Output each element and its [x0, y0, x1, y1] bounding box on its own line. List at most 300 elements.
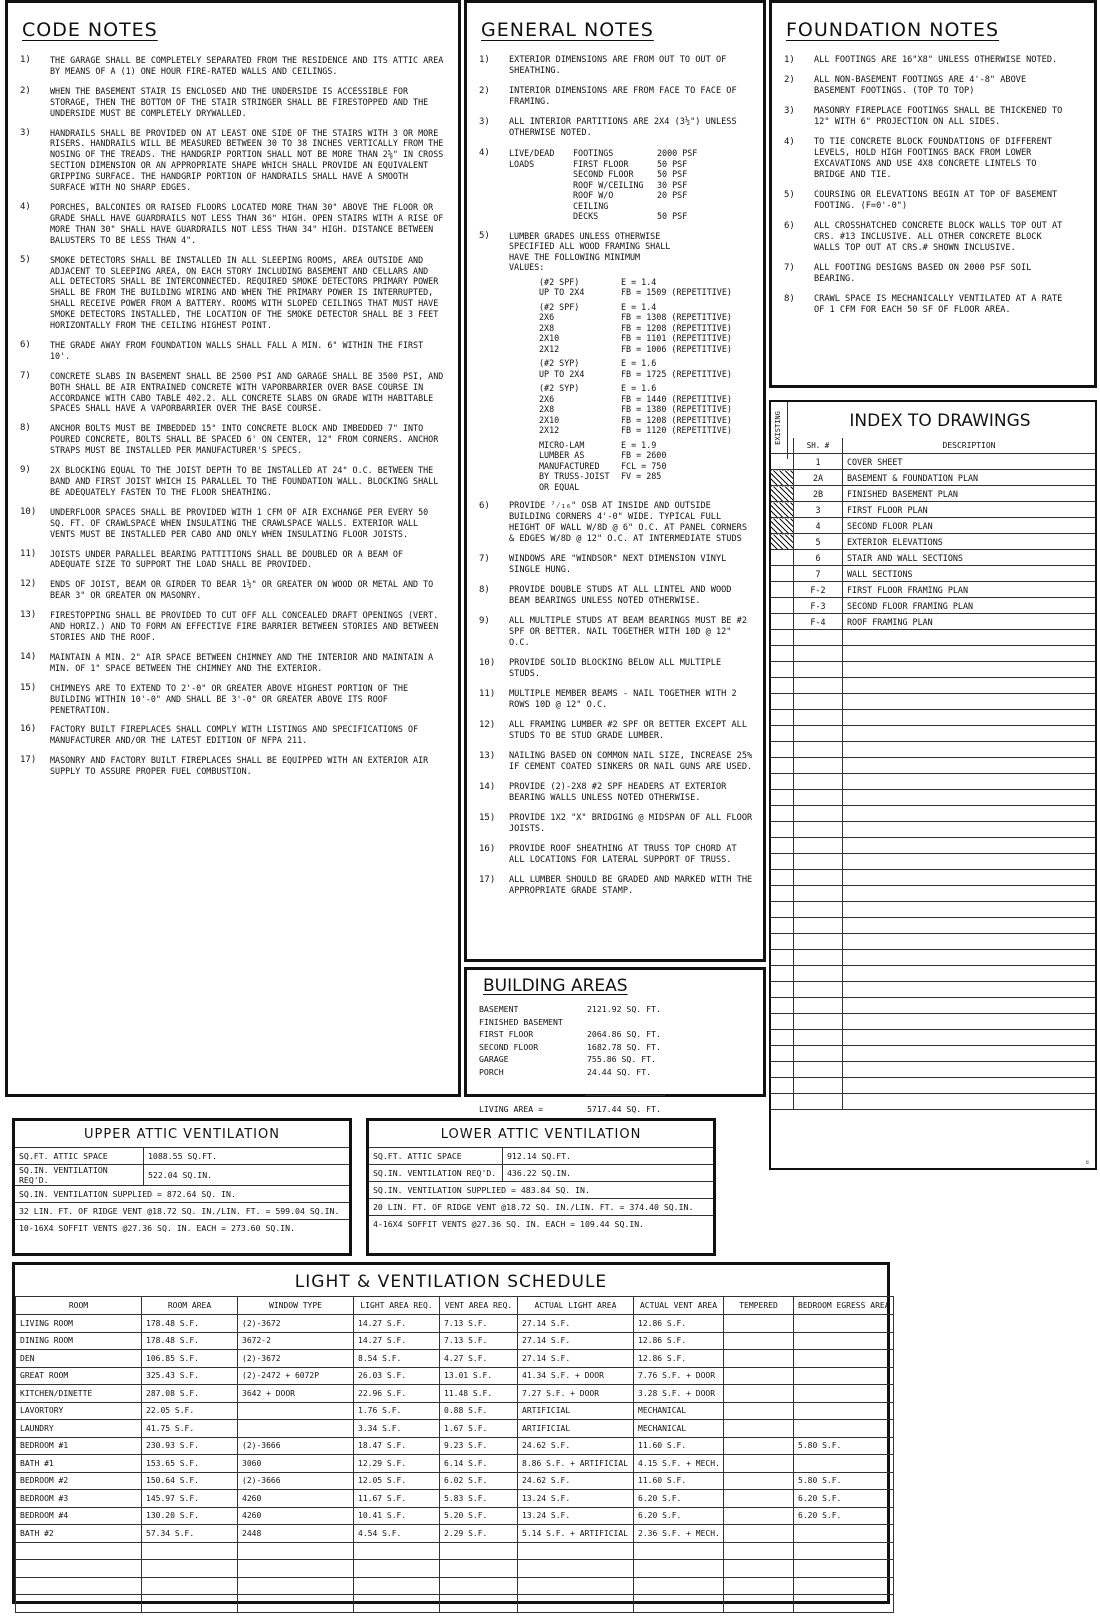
lumber-size: (#2 SPF)	[539, 301, 580, 312]
schedule-cell	[794, 1577, 894, 1595]
existing-cell	[771, 742, 794, 758]
lumber-value: FB = 1509 (REPETITIVE)	[621, 287, 732, 297]
existing-cell	[771, 1094, 794, 1110]
schedule-cell: 12.05 S.F.	[354, 1472, 440, 1490]
note-number: 13)	[479, 751, 496, 761]
schedule-cell	[794, 1367, 894, 1385]
table-row	[771, 790, 1095, 806]
table-row	[771, 950, 1095, 966]
schedule-cell	[634, 1595, 724, 1613]
general-note-loads	[479, 148, 753, 222]
load-row	[573, 211, 703, 222]
schedule-cell: 287.08 S.F.	[142, 1385, 238, 1403]
table-row	[771, 502, 1095, 518]
sheet-number: 1	[794, 454, 843, 470]
note-item	[784, 55, 1064, 66]
note-item	[784, 294, 1064, 316]
table-row	[16, 1542, 894, 1560]
note-item	[20, 610, 448, 643]
schedule-cell	[724, 1385, 794, 1403]
schedule-cell: 13.24 S.F.	[518, 1490, 634, 1508]
sheet-number	[794, 854, 843, 870]
sheet-description: FINISHED BASEMENT PLAN	[843, 486, 1096, 502]
lumber-size: UP TO 2X4	[539, 368, 585, 379]
schedule-cell: 145.97 S.F.	[142, 1490, 238, 1508]
schedule-cell: (2)-3666	[238, 1472, 354, 1490]
table-row	[15, 1203, 349, 1220]
note-item	[20, 652, 448, 674]
sheet-description	[843, 646, 1096, 662]
note-number: 12)	[20, 579, 37, 590]
schedule-header-row	[16, 1297, 894, 1315]
schedule-cell	[518, 1577, 634, 1595]
load-row	[573, 180, 703, 191]
schedule-cell	[440, 1577, 518, 1595]
note-number: 7)	[479, 554, 490, 564]
lumber-value: FCL = 750	[621, 460, 667, 471]
copyright-mark: ©	[1085, 1160, 1089, 1166]
lumber-row	[539, 404, 742, 415]
existing-cell	[771, 982, 794, 998]
note-text: 2X BLOCKING EQUAL TO THE JOIST DEPTH TO BE INSTALLED AT 24" O.C. BETWEEN THE BAND AND FIRST JOIST WHICH IS PARALLEL TO THE FOUNDATION WALL. BLOCKING SHALL BE ADEQUATELY FASTEN TO THE FLOOR SHEATHING.	[50, 465, 439, 497]
sheet-number	[794, 790, 843, 806]
lumber-row	[539, 461, 676, 472]
area-value: 1682.78 SQ. FT.	[587, 1041, 661, 1052]
vent-required-label: SQ.IN. VENTILATION REQ'D.	[15, 1165, 144, 1186]
schedule-cell	[440, 1542, 518, 1560]
note-item	[20, 255, 448, 331]
note-text: INTERIOR DIMENSIONS ARE FROM FACE TO FACE OF FRAMING.	[509, 86, 737, 107]
upper-attic-table	[15, 1147, 349, 1236]
living-area-label: LIVING AREA =	[479, 1104, 544, 1115]
lumber-row	[539, 394, 742, 405]
column-header: ACTUAL LIGHT AREA	[518, 1297, 634, 1315]
table-row	[771, 1094, 1095, 1110]
schedule-cell: 57.34 S.F.	[142, 1525, 238, 1543]
sheet-number	[794, 710, 843, 726]
lumber-row	[539, 302, 742, 313]
note-number: 3)	[479, 117, 490, 127]
schedule-cell: 7.13 S.F.	[440, 1332, 518, 1350]
lumber-groups	[509, 277, 753, 493]
schedule-cell: 4260	[238, 1507, 354, 1525]
sheet-description: EXTERIOR ELEVATIONS	[843, 534, 1096, 550]
note-text: JOISTS UNDER PARALLEL BEARING PATTITIONS SHALL BE DOUBLED OR A BEAM OF ADEQUATE SIZE TO SUPPORT THE LOAD SHALL BE PROVIDED.	[50, 548, 403, 570]
note-number: 9)	[479, 616, 490, 626]
schedule-cell: 27.14 S.F.	[518, 1332, 634, 1350]
sheet-number	[794, 662, 843, 678]
existing-cell	[771, 598, 794, 614]
schedule-cell: 10.41 S.F.	[354, 1507, 440, 1525]
table-row	[369, 1216, 713, 1233]
lumber-value: FB = 1208 (REPETITIVE)	[621, 414, 732, 425]
schedule-cell	[238, 1577, 354, 1595]
note-text: PROVIDE (2)-2X8 #2 SPF HEADERS AT EXTERIOR BEARING WALLS UNLESS NOTED OTHERWISE.	[509, 782, 727, 803]
note-text: ENDS OF JOIST, BEAM OR GIRDER TO BEAR 1½" OR GREATER ON WOOD OR METAL AND TO BEAR 3" OR GREATER ON MASONRY.	[50, 579, 434, 601]
table-row	[771, 550, 1095, 566]
schedule-cell: 27.14 S.F.	[518, 1350, 634, 1368]
table-row	[771, 518, 1095, 534]
sheet-description	[843, 678, 1096, 694]
schedule-cell: LAVORTORY	[16, 1402, 142, 1420]
existing-cell	[771, 726, 794, 742]
table-row	[771, 614, 1095, 630]
note-number: 7)	[784, 263, 795, 273]
table-row	[16, 1420, 894, 1438]
lumber-row	[539, 471, 676, 482]
area-value: 2064.86 SQ. FT.	[587, 1029, 661, 1040]
schedule-cell: ARTIFICIAL	[518, 1402, 634, 1420]
sheet-number: 2A	[794, 470, 843, 486]
sheet-number	[794, 726, 843, 742]
sheet-description	[843, 1030, 1096, 1046]
area-row	[479, 1004, 677, 1015]
schedule-cell: 5.20 S.F.	[440, 1507, 518, 1525]
lumber-value: FB = 2600	[621, 450, 667, 460]
note-item	[479, 782, 753, 804]
sheet-description	[843, 742, 1096, 758]
schedule-cell: 5.80 S.F.	[794, 1437, 894, 1455]
sheet-number: 6	[794, 550, 843, 566]
existing-cell	[771, 934, 794, 950]
sheet-number	[794, 934, 843, 950]
column-header: TEMPERED	[724, 1297, 794, 1315]
soffit-vents: 4-16X4 SOFFIT VENTS @27.36 SQ. IN. EACH = 109.44 SQ.IN.	[369, 1216, 713, 1233]
schedule-cell	[238, 1542, 354, 1560]
table-row	[16, 1525, 894, 1543]
column-header: BEDROOM EGRESS AREA	[794, 1297, 894, 1315]
table-row	[771, 934, 1095, 950]
code-notes-list	[8, 55, 458, 777]
table-row	[771, 534, 1095, 550]
schedule-cell: 3060	[238, 1455, 354, 1473]
lumber-value	[621, 482, 676, 493]
table-row	[771, 982, 1095, 998]
column-header: LIGHT AREA REQ.	[354, 1297, 440, 1315]
lumber-size: MANUFACTURED	[539, 460, 600, 471]
schedule-cell: 41.34 S.F. + DOOR	[518, 1367, 634, 1385]
schedule-cell	[16, 1542, 142, 1560]
schedule-cell	[794, 1350, 894, 1368]
table-row	[16, 1560, 894, 1578]
table-row	[771, 902, 1095, 918]
area-row	[479, 1017, 677, 1028]
sheet-description	[843, 710, 1096, 726]
area-value: 24.44 SQ. FT.	[587, 1066, 652, 1077]
schedule-cell	[724, 1455, 794, 1473]
schedule-cell	[724, 1350, 794, 1368]
table-row	[771, 694, 1095, 710]
lumber-size: 2X8	[539, 322, 555, 333]
note-number: 4)	[784, 137, 795, 147]
existing-cell	[771, 678, 794, 694]
table-row	[771, 582, 1095, 598]
note-text: PROVIDE ROOF SHEATHING AT TRUSS TOP CHORD AT ALL LOCATIONS FOR LATERAL SUPPORT OF TRUSS.	[509, 844, 737, 865]
living-area-row	[477, 1102, 679, 1117]
sheet-description	[843, 918, 1096, 934]
table-row	[16, 1595, 894, 1613]
note-item	[784, 221, 1064, 254]
lumber-size: (#2 SYP)	[539, 358, 580, 368]
schedule-cell: 4.15 S.F. + MECH.	[634, 1455, 724, 1473]
note-number: 8)	[479, 585, 490, 595]
sheet-number: F-2	[794, 582, 843, 598]
sheet-description	[843, 1094, 1096, 1110]
index-table-header	[771, 438, 1095, 454]
schedule-cell: 7.13 S.F.	[440, 1315, 518, 1333]
schedule-cell: 11.60 S.F.	[634, 1437, 724, 1455]
schedule-cell: 2.29 S.F.	[440, 1525, 518, 1543]
column-header: ROOM AREA	[142, 1297, 238, 1315]
table-row	[771, 1046, 1095, 1062]
schedule-cell: 26.03 S.F.	[354, 1367, 440, 1385]
schedule-cell	[354, 1560, 440, 1578]
lumber-size: MICRO-LAM	[539, 439, 585, 450]
existing-cell	[771, 902, 794, 918]
schedule-cell: 7.76 S.F. + DOOR	[634, 1367, 724, 1385]
sheet-number	[794, 966, 843, 982]
lower-attic-table	[369, 1147, 713, 1232]
table-row	[16, 1472, 894, 1490]
sheet-description	[843, 726, 1096, 742]
load-name: FOOTINGS	[573, 148, 614, 158]
schedule-cell: 12.29 S.F.	[354, 1455, 440, 1473]
schedule-cell	[724, 1437, 794, 1455]
schedule-cell	[634, 1542, 724, 1560]
schedule-cell: 4.54 S.F.	[354, 1525, 440, 1543]
schedule-cell: 6.20 S.F.	[794, 1490, 894, 1508]
note-number: 12)	[479, 720, 496, 730]
note-text: ALL FOOTING DESIGNS BASED ON 2000 PSF SOIL BEARING.	[814, 263, 1032, 284]
ridge-vent: 32 LIN. FT. OF RIDGE VENT @18.72 SQ. IN./LIN. FT. = 599.04 SQ.IN.	[15, 1203, 349, 1220]
lumber-value: FB = 1208 (REPETITIVE)	[621, 322, 732, 333]
schedule-cell: (2)-3666	[238, 1437, 354, 1455]
note-text: ALL LUMBER SHOULD BE GRADED AND MARKED WITH THE APPROPRIATE GRADE STAMP.	[509, 875, 753, 896]
schedule-cell	[724, 1315, 794, 1333]
note-number: 14)	[479, 782, 496, 792]
schedule-cell	[354, 1595, 440, 1613]
table-row	[771, 1062, 1095, 1078]
area-value: 755.86 SQ. FT.	[587, 1054, 657, 1065]
note-item	[20, 423, 448, 456]
index-table	[771, 438, 1095, 1110]
general-note	[479, 86, 753, 108]
note-number: 5)	[20, 254, 31, 265]
schedule-cell	[142, 1560, 238, 1578]
sheet-number	[794, 1046, 843, 1062]
sheet-number	[794, 998, 843, 1014]
table-row	[771, 886, 1095, 902]
area-value	[587, 1017, 677, 1028]
sheet-number: 7	[794, 566, 843, 582]
note-item	[20, 86, 448, 119]
note-item	[479, 501, 753, 545]
load-row	[573, 190, 703, 211]
table-row	[771, 918, 1095, 934]
sheet-description	[843, 982, 1096, 998]
column-header: ROOM	[16, 1297, 142, 1315]
lumber-size: BY TRUSS-JOIST	[539, 471, 610, 481]
sheet-description	[843, 774, 1096, 790]
note-text: ANCHOR BOLTS MUST BE IMBEDDED 15" INTO CONCRETE BLOCK AND IMBEDDED 7" INTO POURED CONCRETE, BOLTS SHALL BE SPACED 6' ON CENTER, 12" FROM CORNERS. ANCHOR STRAPS MUST BE INSTALLED PER MANUFACTURER'S SPECS.	[50, 423, 439, 456]
schedule-cell	[724, 1402, 794, 1420]
sheet-number: 3	[794, 502, 843, 518]
existing-cell	[771, 614, 794, 630]
schedule-cell: 6.20 S.F.	[634, 1507, 724, 1525]
existing-cell	[771, 518, 794, 534]
schedule-cell: 4.27 S.F.	[440, 1350, 518, 1368]
general-notes-list-continued	[467, 501, 763, 897]
existing-cell	[771, 486, 794, 502]
area-name: PORCH	[479, 1066, 504, 1077]
area-row	[479, 1054, 677, 1065]
lumber-value: E = 1.6	[621, 358, 657, 368]
sheet-number: F-4	[794, 614, 843, 630]
table-row	[771, 742, 1095, 758]
schedule-cell: 12.86 S.F.	[634, 1332, 724, 1350]
note-text: PROVIDE SOLID BLOCKING BELOW ALL MULTIPLE STUDS.	[509, 658, 722, 679]
schedule-cell	[16, 1595, 142, 1613]
schedule-cell	[634, 1577, 724, 1595]
schedule-cell: 14.27 S.F.	[354, 1332, 440, 1350]
schedule-cell	[724, 1490, 794, 1508]
living-area-value: 5717.44 SQ. FT.	[587, 1104, 661, 1115]
lumber-size: 2X6	[539, 393, 555, 404]
area-row	[479, 1029, 677, 1040]
lumber-row	[539, 369, 742, 380]
building-areas-table	[477, 1002, 679, 1079]
sheet-description	[843, 870, 1096, 886]
upper-attic-title: UPPER ATTIC VENTILATION	[84, 1127, 280, 1142]
existing-cell	[771, 630, 794, 646]
sheet-description	[843, 1078, 1096, 1094]
lumber-size: OR EQUAL	[539, 481, 580, 492]
note-number: 13)	[20, 610, 37, 621]
general-note	[479, 55, 753, 77]
foundation-notes-list	[772, 55, 1094, 316]
note-text: MASONRY FIREPLACE FOOTINGS SHALL BE THICKENED TO 12" WITH 6" PROJECTION ON ALL SIDES.	[814, 106, 1063, 127]
schedule-cell: BEDROOM #2	[16, 1472, 142, 1490]
schedule-cell: 11.67 S.F.	[354, 1490, 440, 1508]
schedule-cell: 6.14 S.F.	[440, 1455, 518, 1473]
lumber-grade-group	[539, 277, 742, 298]
existing-cell	[771, 582, 794, 598]
sheet-number: F-3	[794, 598, 843, 614]
load-value: 50 PSF	[657, 211, 688, 221]
note-item	[20, 465, 448, 498]
note-text: ALL FOOTINGS ARE 16"X8" UNLESS OTHERWISE NOTED.	[814, 55, 1058, 65]
note-text: UNDERFLOOR SPACES SHALL BE PROVIDED WITH 1 CFM OF AIR EXCHANGE PER EVERY 50 SQ. FT. OF CRAWLSPACE WHEN INSULATING THE CRAWLSPACE WALLS. EXTERIOR WALL VENTS MUST BE INSTALLED PER CABO AND ONLY WHEN INSULATING FLOOR JOISTS.	[50, 506, 429, 539]
schedule-cell: MECHANICAL	[634, 1420, 724, 1438]
lumber-value: FB = 1725 (REPETITIVE)	[621, 368, 732, 379]
schedule-cell: 13.24 S.F.	[518, 1507, 634, 1525]
schedule-cell: 106.85 S.F.	[142, 1350, 238, 1368]
note-text: PROVIDE 1X2 "X" BRIDGING @ MIDSPAN OF ALL FLOOR JOISTS.	[509, 813, 753, 834]
note-item	[479, 875, 753, 897]
note-item	[479, 616, 753, 649]
table-row	[15, 1220, 349, 1237]
table-row	[15, 1186, 349, 1203]
note-item	[20, 340, 448, 362]
existing-cell	[771, 470, 794, 486]
note-number: 4)	[479, 148, 490, 158]
soffit-vents: 10-16X4 SOFFIT VENTS @27.36 SQ. IN. EACH = 273.60 SQ.IN.	[15, 1220, 349, 1237]
note-text: TO TIE CONCRETE BLOCK FOUNDATIONS OF DIFFERENT LEVELS, HOLD HIGH FOOTINGS BACK FROM LOWER EXCAVATIONS AND USE 4X8 CONCRETE LINTELS TO BRIDGE AND TIE.	[814, 137, 1052, 180]
code-notes-panel	[5, 0, 461, 1097]
table-row	[16, 1315, 894, 1333]
note-text: ALL INTERIOR PARTITIONS ARE 2X4 (3½") UNLESS OTHERWISE NOTED.	[509, 117, 737, 138]
schedule-cell: 0.88 S.F.	[440, 1402, 518, 1420]
schedule-cell: BATH #1	[16, 1455, 142, 1473]
table-row	[369, 1182, 713, 1199]
schedule-cell	[724, 1595, 794, 1613]
index-header	[771, 402, 1095, 438]
sheet-number	[794, 1062, 843, 1078]
existing-label: EXISTING	[774, 411, 782, 445]
lumber-row	[539, 323, 742, 334]
table-row	[16, 1367, 894, 1385]
lumber-row	[539, 277, 742, 288]
table-row	[771, 710, 1095, 726]
note-text: PROVIDE ⁷⁄₁₆" OSB AT INSIDE AND OUTSIDE BUILDING CORNERS 4'-0" WIDE. TYPICAL FULL HEIGHT OF WALL W/8D @ 6" O.C. AT PANEL CORNERS & EDGES W/8D @ 12" O.C. AT INTERMEDIATE STUDS	[509, 501, 747, 544]
load-name: SECOND FLOOR	[573, 169, 634, 179]
light-ventilation-schedule-panel	[12, 1262, 890, 1604]
lumber-intro: LUMBER GRADES UNLESS OTHERWISE SPECIFIED ALL WOOD FRAMING SHALL HAVE THE FOLLOWING MINIMUM VALUES:	[509, 230, 671, 272]
table-row	[16, 1350, 894, 1368]
area-row	[479, 1042, 677, 1053]
sheet-description	[843, 950, 1096, 966]
note-number: 15)	[479, 813, 496, 823]
schedule-cell: BEDROOM #1	[16, 1437, 142, 1455]
sheet-description	[843, 1046, 1096, 1062]
sheet-description: COVER SHEET	[843, 454, 1096, 470]
vent-required-value: 436.22 SQ.IN.	[503, 1165, 714, 1182]
note-text: MULTIPLE MEMBER BEAMS - NAIL TOGETHER WITH 2 ROWS 10D @ 12" O.C.	[509, 689, 737, 710]
schedule-cell: BEDROOM #4	[16, 1507, 142, 1525]
lumber-row	[539, 383, 742, 394]
building-areas-panel	[464, 967, 766, 1115]
area-name: SECOND FLOOR	[479, 1041, 539, 1052]
area-row	[479, 1067, 677, 1078]
schedule-cell: 5.83 S.F.	[440, 1490, 518, 1508]
schedule-cell: 12.86 S.F.	[634, 1350, 724, 1368]
note-text: EXTERIOR DIMENSIONS ARE FROM OUT TO OUT OF SHEATHING.	[509, 55, 727, 76]
existing-cell	[771, 950, 794, 966]
schedule-cell: DEN	[16, 1350, 142, 1368]
index-title: INDEX TO DRAWINGS	[849, 411, 1031, 431]
schedule-cell: LAUNDRY	[16, 1420, 142, 1438]
schedule-cell	[440, 1595, 518, 1613]
note-number: 14)	[20, 651, 37, 662]
load-name: ROOF W/CEILING	[573, 179, 644, 190]
table-row	[771, 854, 1095, 870]
existing-cell	[771, 1062, 794, 1078]
sheet-number	[794, 918, 843, 934]
lumber-value: FB = 1380 (REPETITIVE)	[621, 404, 732, 414]
note-item	[784, 190, 1064, 212]
table-row	[771, 726, 1095, 742]
schedule-cell	[724, 1420, 794, 1438]
note-number: 10)	[20, 506, 37, 517]
table-row	[771, 454, 1095, 470]
schedule-cell	[794, 1402, 894, 1420]
lumber-row	[539, 312, 742, 323]
note-text: PORCHES, BALCONIES OR RAISED FLOORS LOCATED MORE THAN 30" ABOVE THE FLOOR OR GRADE SHALL HAVE GUARDRAILS NOT LESS THAN 36" HIGH. OPEN STAIRS WITH A RISE OF MORE THAN 30" SHALL HAVE GUARDRAILS NOT LESS THAN 34" HIGH. DISTANCE BETWEEN BALUSTERS TO BE LESS THAN 4".	[50, 201, 444, 245]
schedule-cell	[724, 1542, 794, 1560]
lumber-value: FB = 1006 (REPETITIVE)	[621, 343, 732, 354]
load-name: FIRST FLOOR	[573, 158, 629, 169]
sheet-number	[794, 646, 843, 662]
